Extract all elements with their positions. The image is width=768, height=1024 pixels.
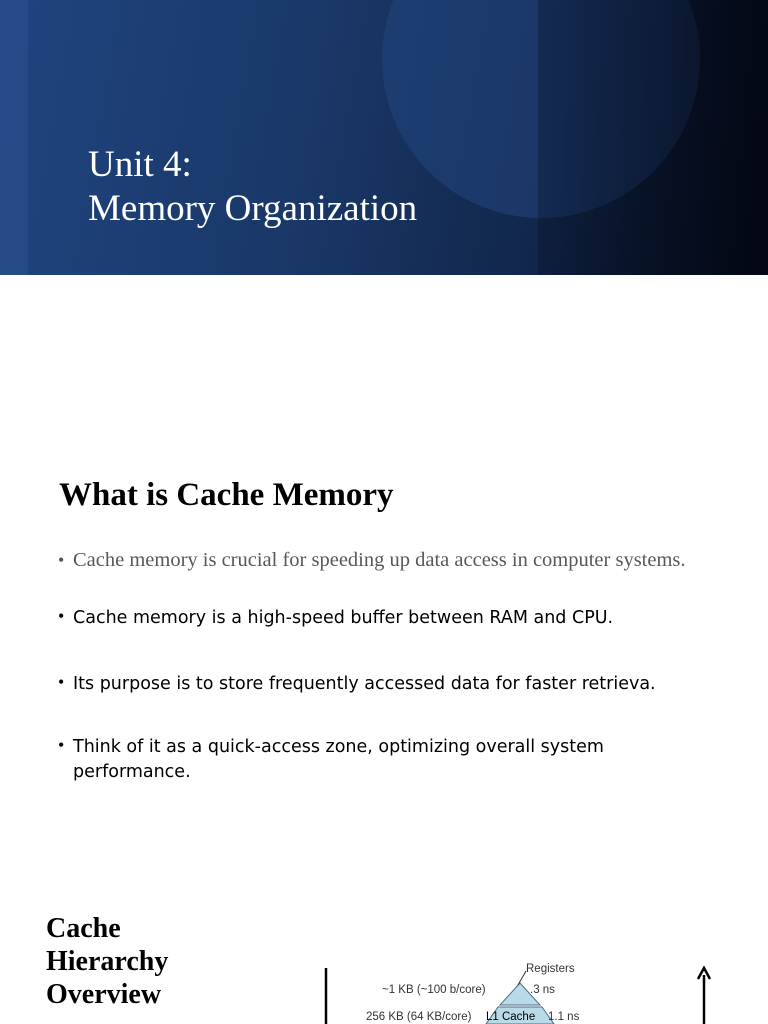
bullet-dot: •: [58, 550, 65, 570]
bullet-dot: •: [58, 672, 65, 692]
bullet-dot: •: [58, 735, 65, 755]
heading-line-3: Overview: [46, 979, 162, 1010]
l1-size-label: 256 KB (64 KB/core): [366, 1011, 472, 1023]
list-item: [58, 548, 738, 572]
registers-time-label: .3 ns: [530, 984, 555, 996]
bullet-dot: •: [58, 606, 65, 626]
registers-label: Registers: [526, 963, 575, 975]
title-line-1: Unit 4:: [88, 144, 192, 185]
l1-time-label: 1.1 ns: [548, 1011, 580, 1023]
l1-cache-label: L1 Cache: [486, 1011, 536, 1023]
cache-memory-heading: What is Cache Memory: [59, 477, 394, 513]
heading-line-1: Cache: [46, 913, 121, 944]
bullet-text: Cache memory is crucial for speeding up data access in computer systems.: [73, 549, 686, 571]
left-accent-stripe: [0, 0, 28, 275]
list-item: [58, 606, 738, 631]
title-slide: [0, 0, 768, 275]
bullet-text: Think of it as a quick-access zone, optimizing overall system performance.: [73, 737, 604, 782]
list-item: [58, 672, 738, 697]
bullet-text: Its purpose is to store frequently accessed data for faster retrieva.: [73, 674, 656, 694]
hierarchy-heading: [46, 912, 168, 1011]
heading-line-2: Hierarchy: [46, 946, 169, 977]
registers-size-label: ~1 KB (~100 b/core): [382, 984, 486, 996]
title-line-2: Memory Organization: [88, 188, 418, 229]
list-item: [58, 735, 628, 784]
slide-title: [88, 143, 417, 231]
decorative-dark-band: [538, 0, 768, 275]
registers-pointer-line: [518, 971, 526, 985]
bullet-text: Cache memory is a high-speed buffer between RAM and CPU.: [73, 608, 614, 628]
memory-hierarchy-diagram: [300, 955, 740, 1024]
